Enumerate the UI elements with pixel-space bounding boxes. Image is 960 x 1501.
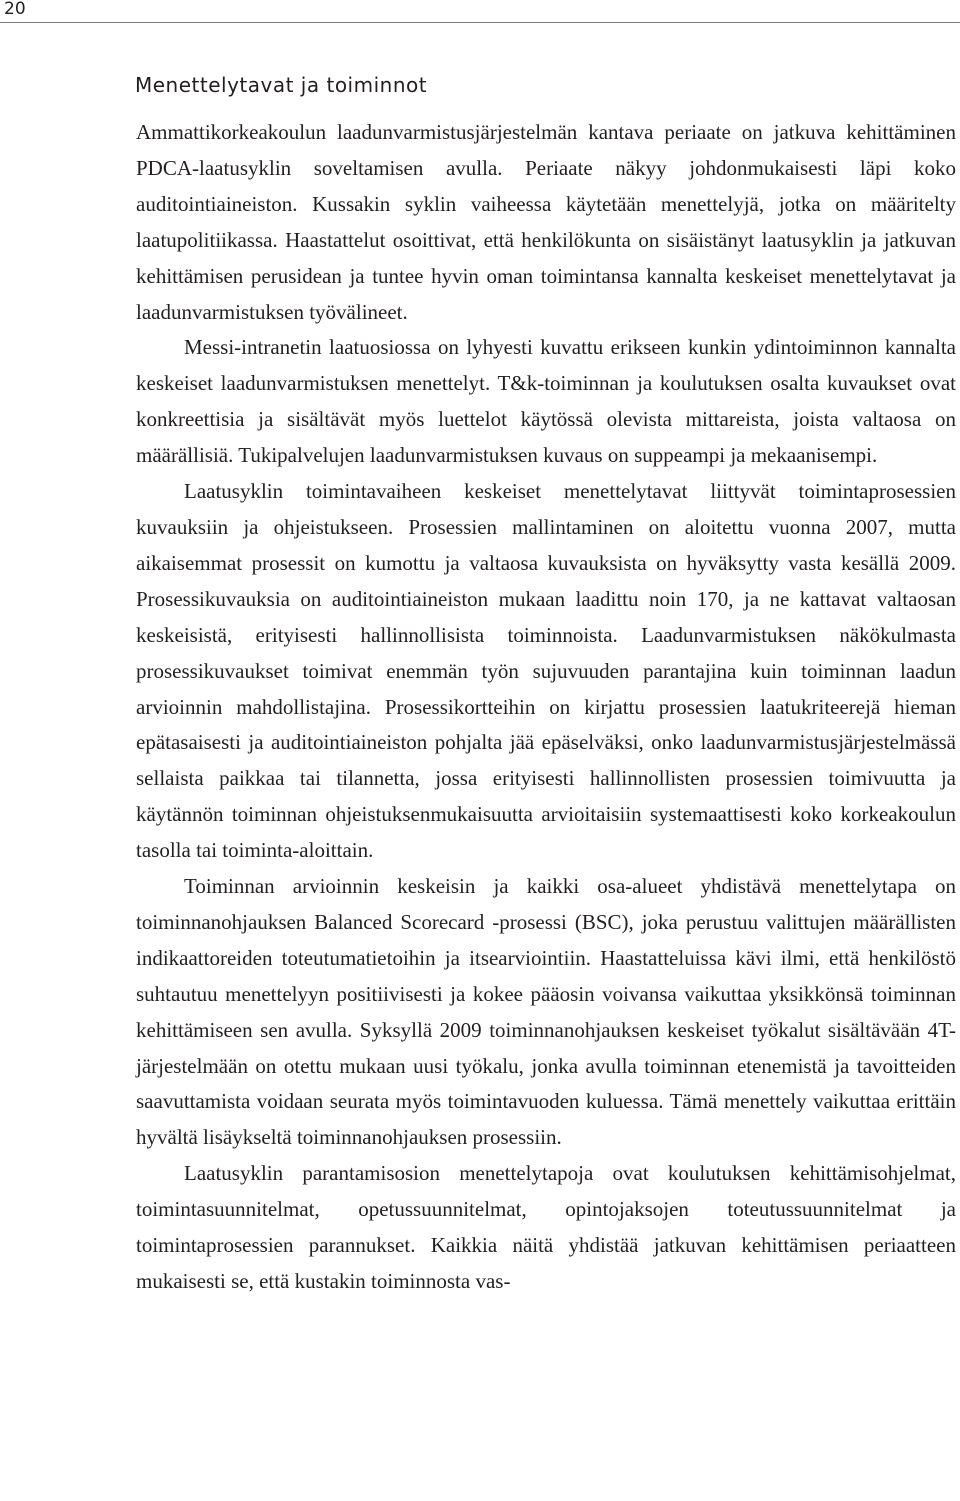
body-text <box>136 115 956 1300</box>
paragraph-1: Ammattikorkeakoulun laadunvarmistusjärjestelmän kantava periaate on jatkuva kehittäminen PDCA-laatusyklin soveltamisen avulla. Periaate näkyy johdonmukaisesti läpi koko auditointiaineiston. Kussakin syklin vaiheessa käytetään menettelyjä, jotka on määritelty laatupolitiikassa. Haastattelut osoittivat, että henkilökunta on sisäistänyt laatusyklin ja jatkuvan kehittämisen perusidean ja tuntee hyvin oman toimintansa kannalta keskeiset menettelytavat ja laadunvarmistuksen työvälineet. <box>136 120 956 324</box>
paragraph-2: Messi-intranetin laatuosiossa on lyhyesti kuvattu erikseen kunkin ydintoiminnon kannalta keskeiset laadunvarmistuksen menettelyt. T&k-toiminnan ja koulutuksen osalta kuvaukset ovat konkreettisia ja sisältävät myös luettelot käytössä olevista mittareista, joista valtaosa on määrällisiä. Tukipalvelujen laadunvarmistuksen kuvaus on suppeampi ja mekaanisempi. <box>136 335 956 468</box>
paragraph-3: Laatusyklin toimintavaiheen keskeiset menettelytavat liittyvät toimintaprosessien kuvauksiin ja ohjeistukseen. Prosessien mallintaminen on aloitettu vuonna 2007, mutta aikaisemmat prosessit on kumottu ja valtaosa kuvauksista on hyväksytty vasta kesällä 2009. Prosessikuvauksia on auditointiaineiston mukaan laadittu noin 170, ja ne kattavat valtaosan keskeisistä, erityisesti hallinnollisista toiminnoista. Laadunvarmistuksen näkökulmasta prosessikuvaukset toimivat enemmän työn sujuvuuden parantajina kuin toiminnan laadun arvioinnin mahdollistajina. Prosessikortteihin on kirjattu prosessien laatukriteerejä hieman epätasaisesti ja auditointiaineiston pohjalta jää epäselväksi, onko laadunvarmistusjärjestelmässä sellaista paikkaa tai tilannetta, jossa erityisesti hallinnollisten prosessien toimivuutta ja käytännön toiminnan ohjeistuksenmukaisuutta arvioitaisiin systemaattisesti koko korkeakoulun tasolla tai toiminta-aloittain. <box>136 479 956 863</box>
paragraph-5: Laatusyklin parantamisosion menettelytapoja ovat koulutuksen kehittämisohjelmat, toimintasuunnitelmat, opetussuunnitelmat, opintojaksojen toteutussuunnitelmat ja toimintaprosessien parannukset. Kaikkia näitä yhdistää jatkuvan kehittämisen periaatteen mukaisesti se, että kustakin toiminnosta vas- <box>136 1161 956 1293</box>
paragraph-4: Toiminnan arvioinnin keskeisin ja kaikki osa-alueet yhdistävä menettelytapa on toiminnanohjauksen Balanced Scorecard -prosessi (BSC), joka perustuu valittujen määrällisten indikaattoreiden toteutumatietoihin ja itsearviointiin. Haastatteluissa kävi ilmi, että henkilöstö suhtautuu menettelyyn positiivisesti ja kokee pääosin voivansa vaikuttaa yksikkönsä toiminnan kehittämiseen sen avulla. Syksyllä 2009 toiminnanohjauksen keskeiset työkalut sisältävään 4T-järjestelmään on otettu mukaan uusi työkalu, jonka avulla toiminnan etenemistä ja tavoitteiden saavuttamista voidaan seurata myös toimintavuoden kuluessa. Tämä menettely vaikuttaa erittäin hyvältä lisäykseltä toiminnanohjauksen prosessiin. <box>136 874 956 1150</box>
header-rule <box>0 22 960 23</box>
section-heading: Menettelytavat ja toiminnot <box>135 73 428 97</box>
page-number: 20 <box>4 0 26 19</box>
